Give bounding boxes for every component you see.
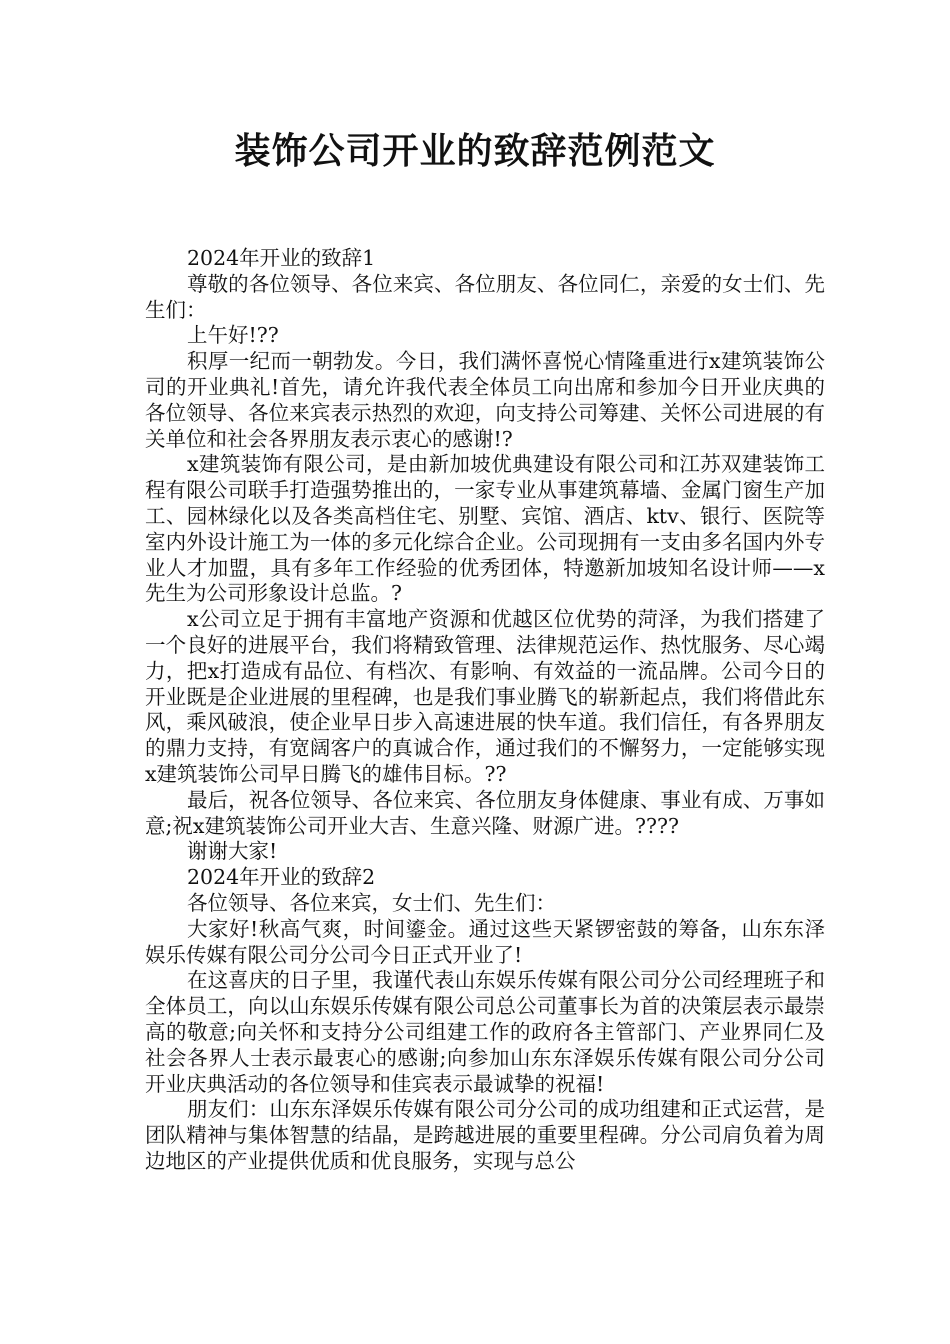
paragraph: 最后，祝各位领导、各位来宾、各位朋友身体健康、事业有成、万事如意;祝x建筑装饰公司开业大吉、生意兴隆、财源广进。????	[145, 787, 825, 838]
paragraph: x公司立足于拥有丰富地产资源和优越区位优势的菏泽，为我们搭建了一个良好的进展平台，我们将精致管理、法律规范运作、热忱服务、尽心竭力，把x打造成有品位、有档次、有影响、有效益的一流品牌。公司今日的开业既是企业进展的里程碑，也是我们事业腾飞的崭新起点，我们将借此东风，乘风破浪，使企业早日步入高速进展的快车道。我们信任，有各界朋友的鼎力支持，有宽阔客户的真诚合作，通过我们的不懈努力，一定能够实现x建筑装饰公司早日腾飞的雄伟目标。??	[145, 607, 825, 786]
paragraph: 朋友们：山东东泽娱乐传媒有限公司分公司的成功组建和正式运营，是团队精神与集体智慧的结晶，是跨越进展的重要里程碑。分公司肩负着为周边地区的产业提供优质和优良服务，实现与总公	[145, 1097, 825, 1173]
paragraph: 大家好!秋高气爽，时间鎏金。通过这些天紧锣密鼓的筹备，山东东泽娱乐传媒有限公司分公司今日正式开业了!	[145, 916, 825, 967]
document-body	[145, 246, 825, 1175]
paragraph-heading-2: 2024年开业的致辞2	[187, 865, 376, 890]
paragraph: 尊敬的各位领导、各位来宾、各位朋友、各位同仁，亲爱的女士们、先生们：	[145, 271, 825, 322]
paragraph: 谢谢大家!	[187, 839, 278, 864]
paragraph: 在这喜庆的日子里，我谨代表山东娱乐传媒有限公司分公司经理班子和全体员工，向以山东娱乐传媒有限公司总公司董事长为首的决策层表示最崇高的敬意;向关怀和支持分公司组建工作的政府各主管部门、产业界同仁及社会各界人士表示最衷心的感谢;向参加山东东泽娱乐传媒有限公司分公司开业庆典活动的各位领导和佳宾表示最诚挚的祝福!	[145, 968, 825, 1096]
document-title: 装饰公司开业的致辞范例范文	[234, 131, 716, 172]
paragraph: 上午好!??	[187, 323, 279, 348]
paragraph-heading-1: 2024年开业的致辞1	[187, 246, 376, 270]
paragraph: 积厚一纪而一朝勃发。今日，我们满怀喜悦心情隆重进行x建筑装饰公司的开业典礼!首先，请允许我代表全体员工向出席和参加今日开业庆典的各位领导、各位来宾表示热烈的欢迎，向支持公司筹建、关怀公司进展的有关单位和社会各界朋友表示衷心的感谢!?	[145, 349, 825, 451]
paragraph: x建筑装饰有限公司，是由新加坡优典建设有限公司和江苏双建装饰工程有限公司联手打造强势推出的，一家专业从事建筑幕墙、金属门窗生产加工、园林绿化以及各类高档住宅、别墅、宾馆、酒店、ktv、银行、医院等室内外设计施工为一体的多元化综合企业。公司现拥有一支由多名国内外专业人才加盟，具有多年工作经验的优秀团体，特邀新加坡知名设计师——x先生为公司形象设计总监。?	[145, 452, 825, 606]
paragraph: 各位领导、各位来宾，女士们、先生们：	[187, 890, 556, 915]
